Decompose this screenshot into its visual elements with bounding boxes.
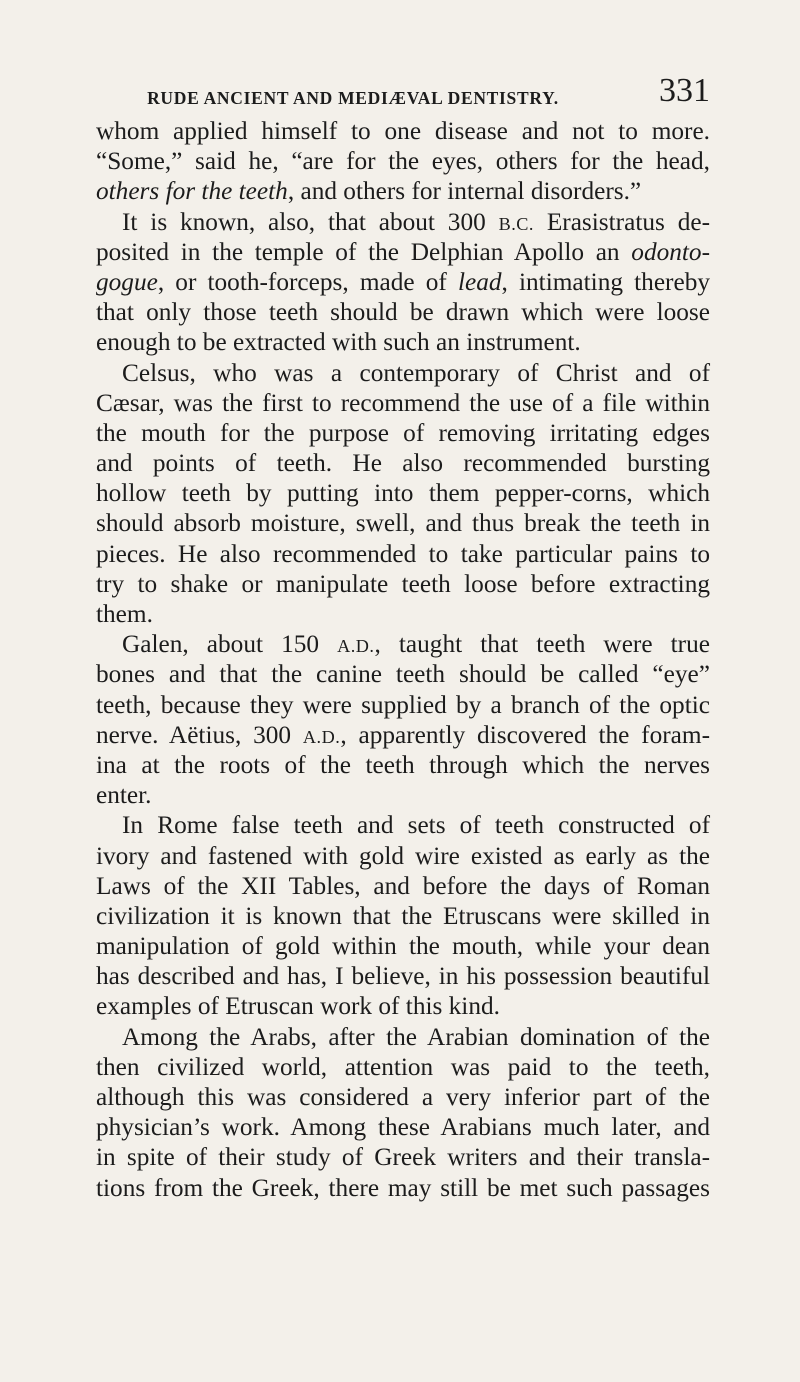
text-segment: examples of Etruscan work of this kind. <box>96 992 500 1021</box>
page-number: 331 <box>659 72 710 109</box>
text-line <box>96 448 710 478</box>
text-line <box>96 780 710 810</box>
text-line <box>96 1052 710 1082</box>
text-segment: , or tooth-forceps, made of <box>157 267 458 296</box>
text-line <box>96 841 710 871</box>
text-segment: that only those teeth should be drawn which were loose <box>96 298 710 327</box>
text-segment: them. <box>96 600 153 628</box>
smallcaps-text: A.D. <box>302 726 341 747</box>
text-segment: tions from the Greek, there may still be met such passages <box>96 1173 710 1202</box>
text-segment: the mouth for the purpose of removing irritating edges <box>96 418 710 447</box>
text-segment: , intimating thereby <box>501 267 710 296</box>
text-line <box>96 931 710 961</box>
text-line <box>96 297 710 327</box>
text-segment: Celsus, who was a contemporary of Christ and of <box>122 358 710 387</box>
text-segment: bones and that the canine teeth should be called “eye” <box>96 660 710 689</box>
text-segment: ina at the roots of the teeth through which the nerves <box>96 750 710 779</box>
text-segment: Laws of the XII Tables, and before the days of Roman <box>96 871 710 900</box>
text-line <box>96 720 710 750</box>
text-segment: teeth, because they were supplied by a branch of the optic <box>96 690 710 719</box>
text-segment: Erasistratus de- <box>533 207 710 236</box>
text-segment: although this was considered a very inferior part of the <box>96 1083 710 1111</box>
text-segment: pieces. He also recommended to take particular pains to <box>96 539 710 568</box>
text-line <box>96 478 710 508</box>
italic-text: lead <box>457 267 502 296</box>
text-line <box>96 207 710 237</box>
text-segment: then civilized world, attention was paid to the teeth, <box>96 1052 710 1081</box>
text-segment: try to shake or manipulate teeth loose before extracting <box>96 569 710 598</box>
text-segment: Cæsar, was the first to recommend the use of a file within <box>96 388 710 417</box>
text-line <box>96 176 710 206</box>
text-line <box>96 871 710 901</box>
text-segment: It is known, also, that about 300 <box>122 207 499 236</box>
running-head <box>96 66 710 109</box>
text-segment: Galen, about 150 <box>122 630 338 659</box>
text-line <box>96 599 710 629</box>
text-line <box>96 901 710 931</box>
running-title: RUDE ANCIENT AND MEDIÆVAL DENTISTRY. <box>147 88 559 108</box>
text-segment: Among the Arabs, after the Arabian domination of the <box>122 1022 710 1051</box>
body-text <box>96 116 710 1203</box>
text-segment: , apparently discovered the foram- <box>340 720 710 749</box>
text-line <box>96 327 710 357</box>
text-line <box>96 569 710 599</box>
text-line <box>96 961 710 991</box>
italic-text: others for the teeth <box>96 177 288 206</box>
text-line <box>96 146 710 176</box>
text-segment: nerve. Aëtius, 300 <box>96 720 303 749</box>
text-segment: physician’s work. Among these Arabians much later, and <box>96 1113 710 1142</box>
text-segment: “Some,” said he, “are for the eyes, others for the head, <box>96 147 710 176</box>
text-segment: enter. <box>96 781 152 810</box>
text-segment: hollow teeth by putting into them pepper-corns, which <box>96 479 710 508</box>
text-line <box>96 358 710 388</box>
text-segment: should absorb moisture, swell, and thus break the teeth in <box>96 509 710 538</box>
text-line <box>96 1082 710 1112</box>
text-segment: ivory and fastened with gold wire existed as early as the <box>96 841 710 870</box>
text-segment: manipulation of gold within the mouth, while your dean <box>96 932 710 961</box>
text-line <box>96 690 710 720</box>
text-line <box>96 629 710 659</box>
text-line <box>96 991 710 1021</box>
text-segment: and points of teeth. He also recommended bursting <box>96 449 710 478</box>
text-segment: posited in the temple of the Delphian Apollo an <box>96 237 632 266</box>
text-segment: In Rome false teeth and sets of teeth constructed of <box>122 811 710 840</box>
text-line <box>96 1142 710 1172</box>
italic-text: gogue <box>96 267 158 296</box>
text-line <box>96 1173 710 1203</box>
text-line <box>96 1112 710 1142</box>
text-line <box>96 810 710 840</box>
text-line <box>96 418 710 448</box>
text-segment: in spite of their study of Greek writers and their transla- <box>96 1143 710 1172</box>
text-segment: , and others for internal disorders.” <box>287 177 642 206</box>
text-line <box>96 750 710 780</box>
smallcaps-text: B.C. <box>498 213 534 234</box>
text-segment: enough to be extracted with such an instrument. <box>96 328 581 357</box>
text-segment: , taught that teeth were true <box>374 630 710 659</box>
text-line <box>96 267 710 297</box>
text-line <box>96 539 710 569</box>
text-line <box>96 508 710 538</box>
text-segment: civilization it is known that the Etruscans were skilled in <box>96 901 710 930</box>
text-line <box>96 388 710 418</box>
text-segment: whom applied himself to one disease and not to more. <box>96 117 710 145</box>
text-line <box>96 1022 710 1052</box>
text-line <box>96 116 710 146</box>
text-line <box>96 237 710 267</box>
smallcaps-text: A.D. <box>337 636 375 657</box>
text-segment: has described and has, I believe, in his possession beautiful <box>96 962 710 991</box>
text-line <box>96 659 710 689</box>
italic-text: odonto- <box>631 237 710 266</box>
